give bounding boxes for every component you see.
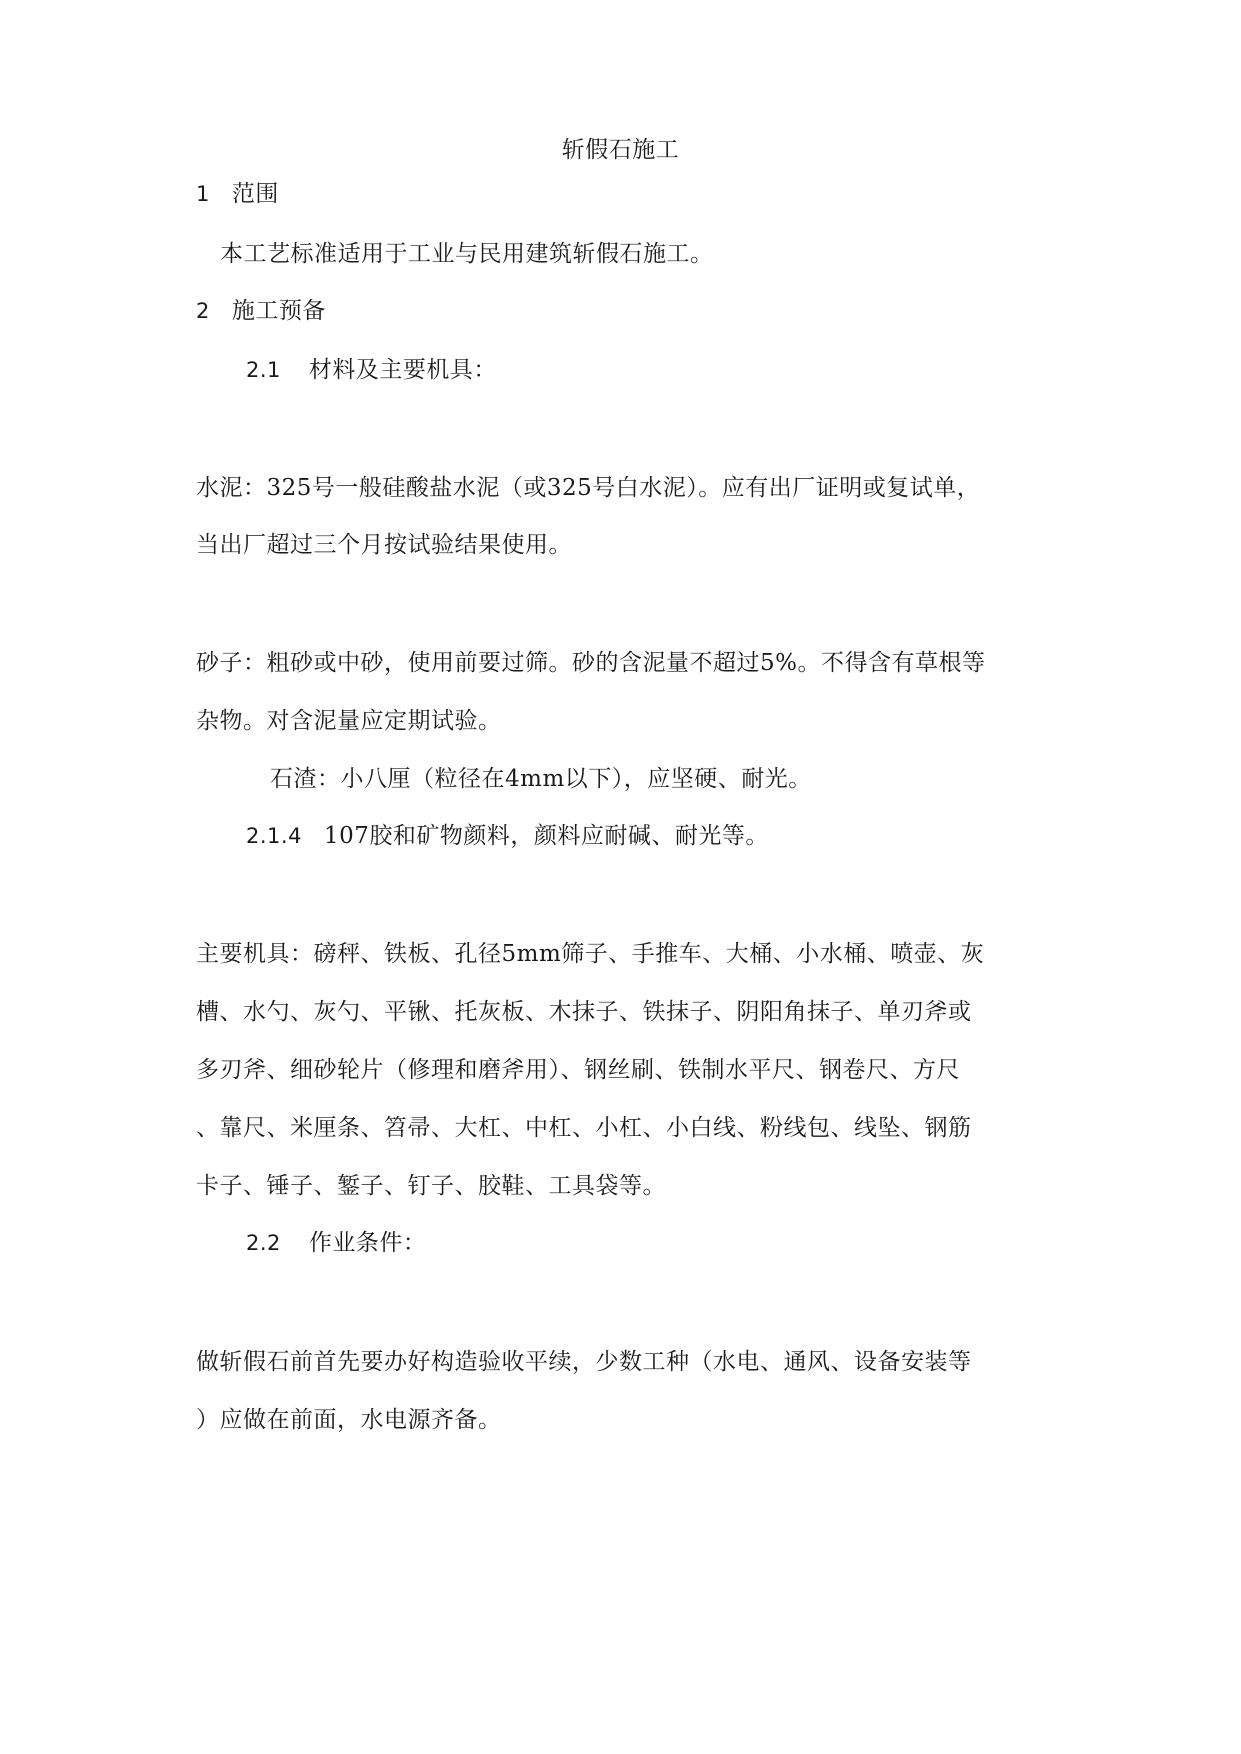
condition-text-line: 做斩假石前首先要办好构造验收平续，少数工种（水电、通风、设备安装等 — [196, 1349, 972, 1375]
tools-text-line: 槽、水勺、灰勺、平锹、托灰板、木抹子、铁抹子、阴阳角抹子、单刃斧或 — [196, 999, 972, 1025]
sand-text-line: 杂物。对含泥量应定期试验。 — [196, 708, 502, 734]
tools-text-line: 主要机具：磅秤、铁板、孔径5mm筛子、手推车、大桶、小水桶、喷壶、灰 — [196, 941, 985, 967]
section-number: 2 — [196, 299, 210, 323]
section-title: 施工预备 — [231, 298, 326, 324]
sand-text-line: 砂子：粗砂或中砂，使用前要过筛。砂的含泥量不超过5%。不得含有草根等 — [196, 650, 986, 676]
section-1-heading — [196, 180, 279, 208]
section-2-1-heading — [246, 356, 497, 384]
tools-text-line: 卡子、锤子、錾子、钉子、胶鞋、工具袋等。 — [196, 1173, 666, 1199]
section-number: 2.1 — [246, 358, 281, 382]
cement-text-line: 水泥：325号一般硅酸盐水泥（或325号白水泥）。应有出厂证明或复试单， — [196, 475, 981, 501]
section-title: 范围 — [231, 181, 279, 207]
section-2-heading — [196, 297, 326, 325]
tools-text-line: 多刃斧、细砂轮片（修理和磨斧用）、钢丝刷、铁制水平尺、钢卷尺、方尺 — [196, 1057, 960, 1083]
cement-text-line: 当出厂超过三个月按试验结果使用。 — [196, 532, 572, 558]
section-2-1-4-heading — [246, 822, 769, 850]
section-number: 2.2 — [246, 1231, 281, 1255]
section-number: 1 — [196, 182, 210, 206]
stone-text-line: 石渣：小八厘（粒径在4mm以下），应坚硬、耐光。 — [270, 766, 812, 792]
section-number: 2.1.4 — [246, 824, 302, 848]
section-text: 107胶和矿物颜料，颜料应耐碱、耐光等。 — [323, 823, 769, 849]
section-title: 材料及主要机具： — [308, 357, 497, 383]
section-1-text: 本工艺标准适用于工业与民用建筑斩假石施工。 — [220, 241, 714, 267]
condition-text-line: ）应做在前面，水电源齐备。 — [196, 1407, 502, 1433]
document-title: 斩假石施工 — [561, 137, 680, 163]
tools-text-line: 、靠尺、米厘条、笤帚、大杠、中杠、小杠、小白线、粉线包、线坠、钢筋 — [196, 1115, 972, 1141]
section-2-2-heading — [246, 1229, 426, 1257]
section-title: 作业条件： — [308, 1230, 427, 1256]
